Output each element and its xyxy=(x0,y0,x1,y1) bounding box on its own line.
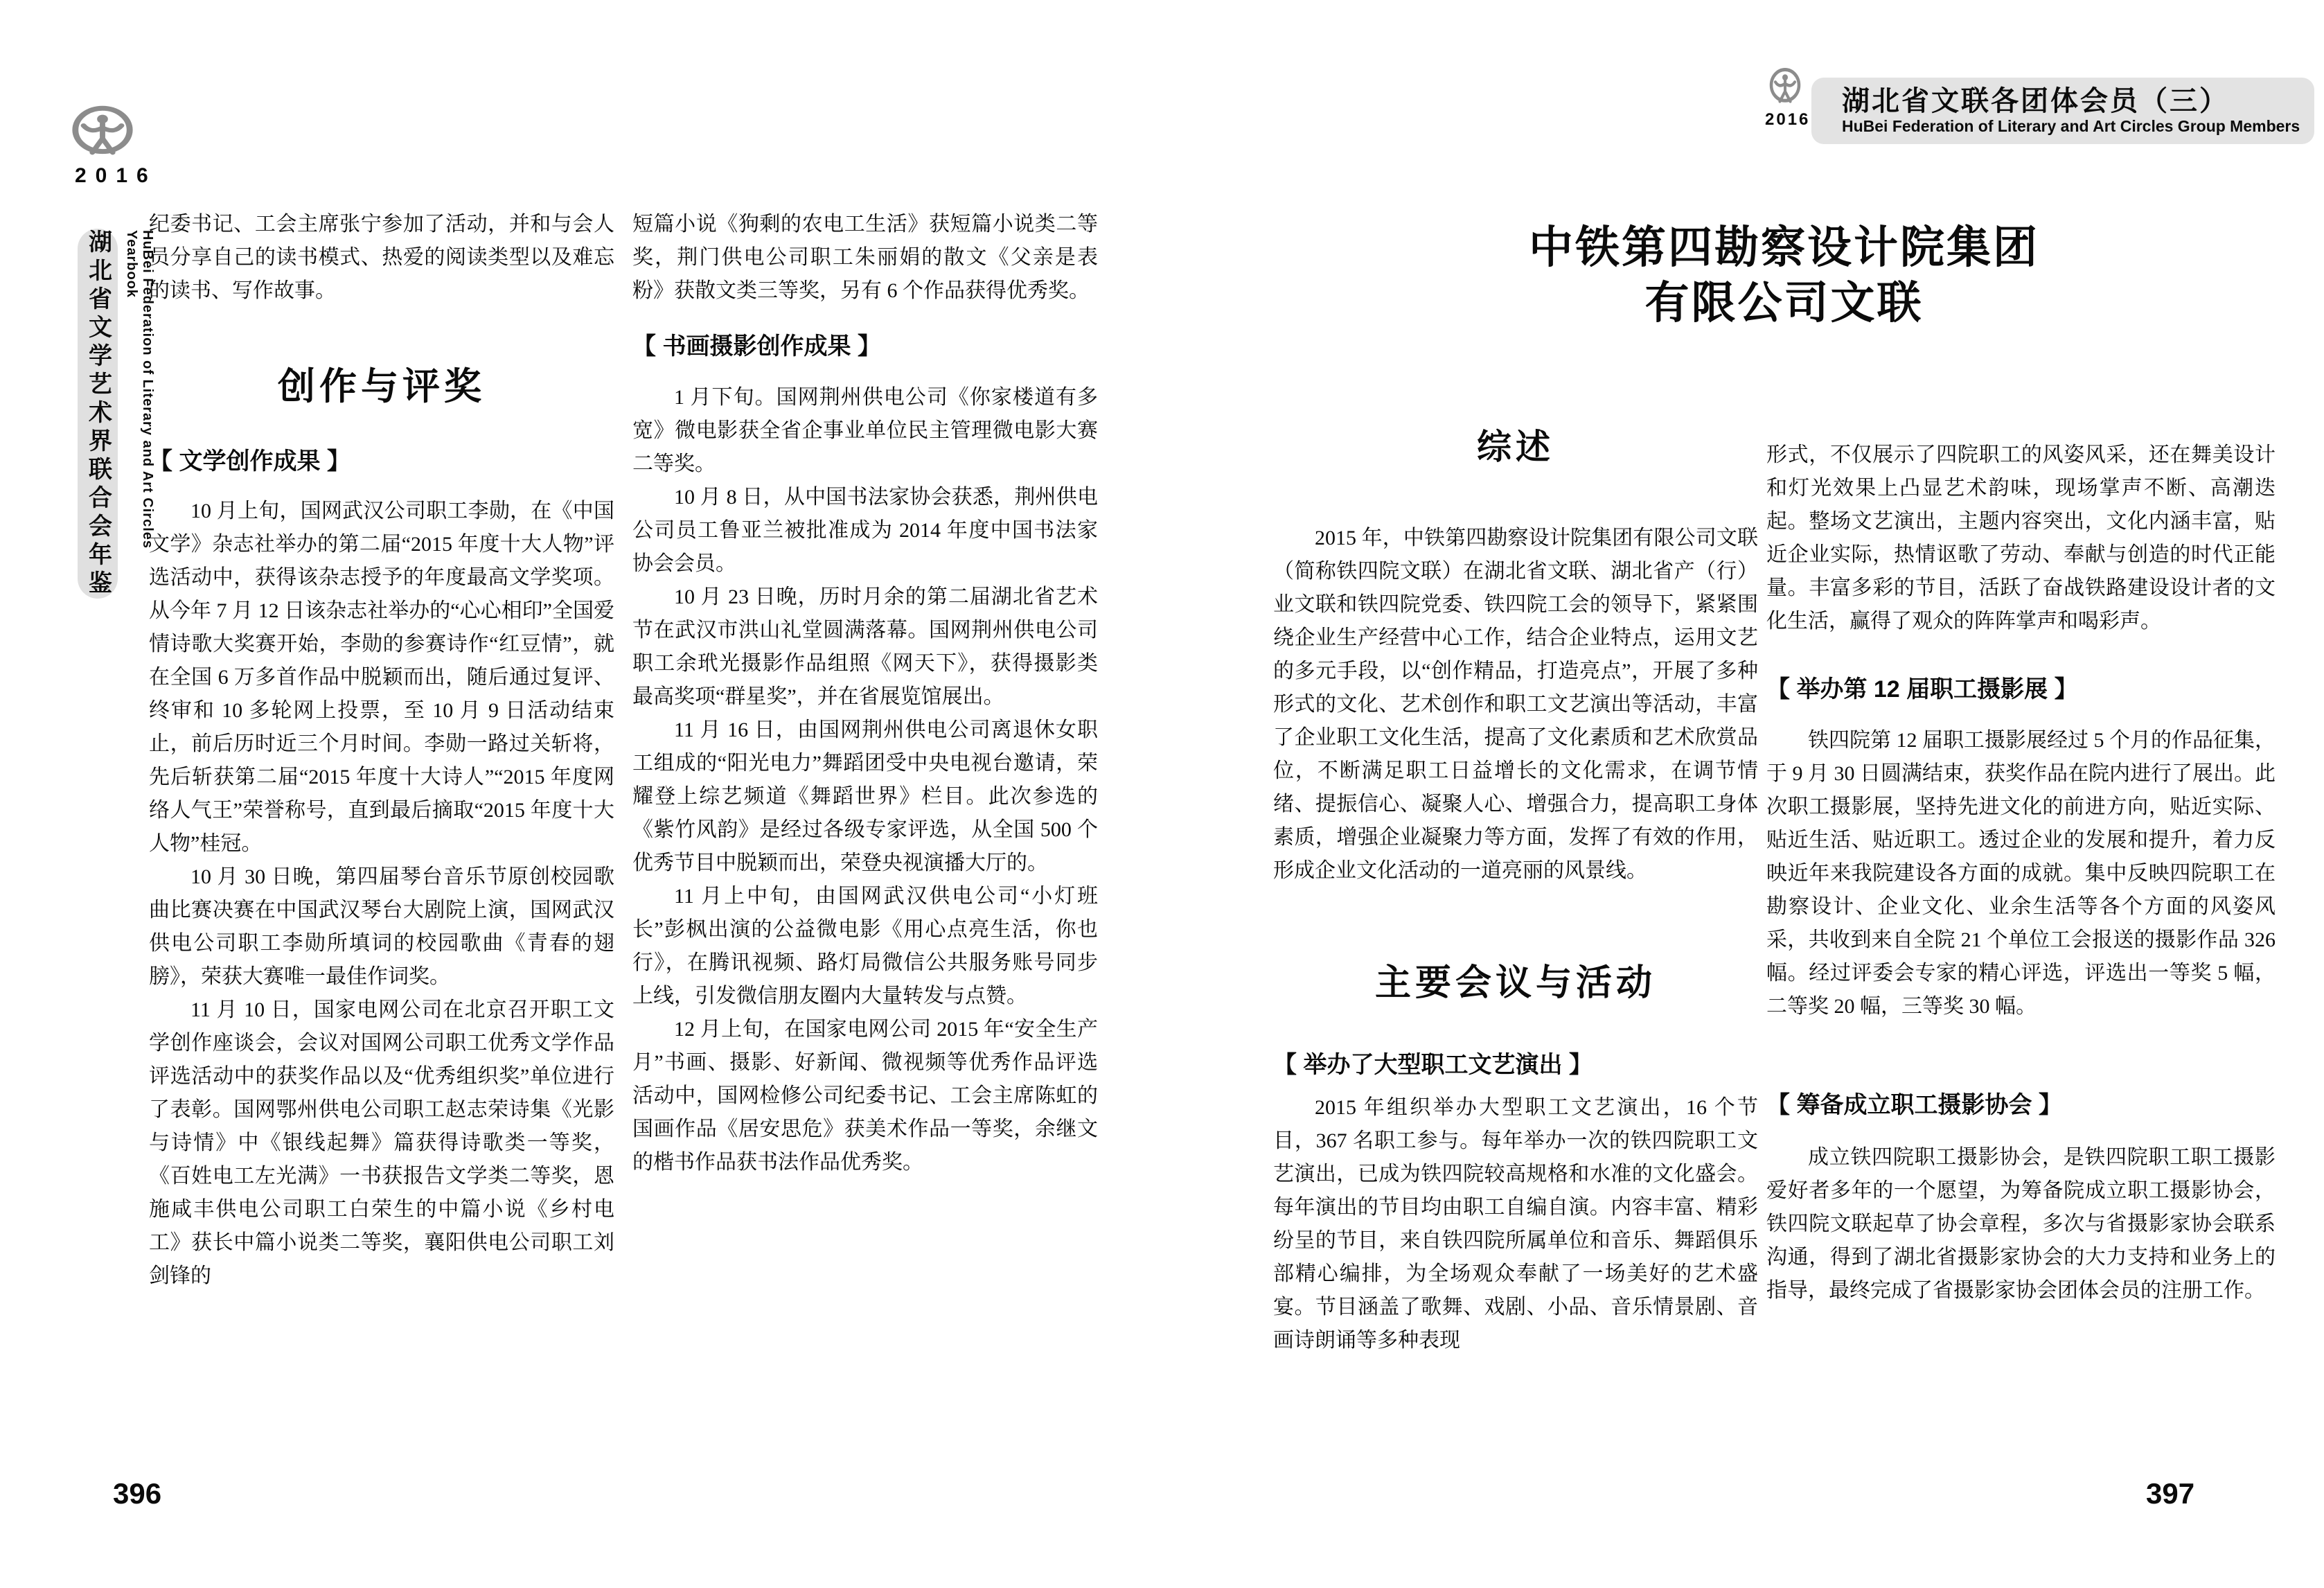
yearbook-title-en: HuBei Federation of Literary and Art Circles Yearbook xyxy=(124,230,155,549)
federation-logo-icon xyxy=(69,149,136,161)
section-heading-creation-awards: 创作与评奖 xyxy=(278,366,486,407)
yearbook-year: 2016 xyxy=(75,164,157,187)
section-heading-meetings-activities: 主要会议与活动 xyxy=(1374,963,1656,1003)
body-paragraph: 纪委书记、工会主席张宁参加了活动，并和与会人员分享自己的读书模式、热爱的阅读类型以及难忘的读书、写作故事。 xyxy=(149,213,614,302)
right-page-column-2 xyxy=(1766,439,2276,1307)
page-number-left: 396 xyxy=(113,1477,162,1510)
section-heading-overview: 综述 xyxy=(1477,427,1554,466)
body-paragraph: 10 月上旬，国网武汉公司职工李勋，在《中国文学》杂志社举办的第二届“2015 年度十大人物”评选活动中，获得该杂志授予的年度最高文学奖项。从今年 7 月 12 日该杂志社举办的“心心相印”全国爱情诗歌大奖赛开始，李勋的参赛诗作“红豆情”，就在全国 6 万多首作品中脱颖而出，随后通过复评、终审和 10 多轮网上投票，至 10 月 9 日活动结束止，前后历时近三个月时间。李勋一路过关斩将，先后斩获第二届“2015 年度十大诗人”“2015 年度网络人气王”荣誉称号，直到最后摘取“2015 年度十大人物”桂冠。 xyxy=(149,500,614,855)
body-paragraph: 1 月下旬。国网荆州供电公司《你家楼道有多宽》微电影获全省企事业单位民主管理微电影大赛二等奖。 xyxy=(632,386,1098,475)
body-paragraph: 成立铁四院职工摄影协会，是铁四院职工职工摄影爱好者多年的一个愿望，为筹备院成立职工摄影协会，铁四院文联起草了协会章程，多次与省摄影家协会联系沟通，得到了湖北省摄影家协会的大力支持和业务上的指导，最终完成了省摄影家协会团体会员的注册工作。 xyxy=(1766,1146,2276,1302)
body-paragraph: 2015 年，中铁第四勘察设计院集团有限公司文联（简称铁四院文联）在湖北省文联、湖北省产（行）业文联和铁四院党委、铁四院工会的领导下，紧紧围绕企业生产经营中心工作，结合企业特点，运用文艺的多元手段，以“创作精品，打造亮点”，开展了多种形式的文化、艺术创作和职工文艺演出等活动，丰富了企业职工文化生活，提高了文化素质和艺术欣赏品位，不断满足职工日益增长的文化需求，在调节情绪、提振信心、凝聚人心、增强合力，提高职工身体素质，增强企业凝聚力等方面，发挥了有效的作用，形成企业文化活动的一道亮丽的风景线。 xyxy=(1273,527,1758,882)
subsection-literary-achievements: 【 文学创作成果 】 xyxy=(149,448,351,475)
body-paragraph: 11 月上中旬，由国网武汉供电公司“小灯班长”彭枫出演的公益微电影《用心点亮生活，你也行》，在腾讯视频、路灯局微信公共服务账号同步上线，引发微信朋友圈内大量转发与点赞。 xyxy=(632,885,1098,1007)
section-title-en: HuBei Federation of Literary and Art Circles Group Members xyxy=(1842,117,2300,135)
body-paragraph: 形式，不仅展示了四院职工的风姿风采，还在舞美设计和灯光效果上凸显艺术韵味，现场掌声不断、高潮迭起。整场文艺演出，主题内容突出，文化内涵丰富，贴近企业实际，热情讴歌了劳动、奉献与创造的时代正能量。丰富多彩的节目，活跃了奋战铁路建设设计者的文化生活，赢得了观众的阵阵掌声和喝彩声。 xyxy=(1766,443,2276,633)
header-year: 2016 xyxy=(1765,110,1811,129)
yearbook-logo-block xyxy=(68,104,157,188)
left-page-column-2 xyxy=(632,208,1098,1179)
article-title-line1: 中铁第四勘察设计院集团 xyxy=(1529,223,2039,272)
header-logo-block xyxy=(1765,67,1811,130)
left-page-column-1 xyxy=(149,208,614,1293)
body-paragraph: 2015 年组织举办大型职工文艺演出，16 个节目，367 名职工参与。每年举办一次的铁四院职工文艺演出，已成为铁四院较高规格和水准的文化盛会。每年演出的节目均由职工自编自演。内容丰富、精彩纷呈的节目，来自铁四院所属单位和音乐、舞蹈俱乐部精心编排，为全场观众奉献了一场美好的艺术盛宴。节目涵盖了歌舞、戏剧、小品、音乐情景剧、音画诗朗诵等多种表现 xyxy=(1273,1096,1758,1352)
body-paragraph: 12 月上旬，在国家电网公司 2015 年“安全生产月”书画、摄影、好新闻、微视频等优秀作品评选活动中，国网检修公司纪委书记、工会主席陈虹的国画作品《居安思危》获美术作品一等奖，余继文的楷书作品获书法作品优秀奖。 xyxy=(632,1018,1098,1174)
yearbook-title-vertical-pill xyxy=(78,229,118,599)
body-paragraph: 10 月 30 日晚，第四届琴台音乐节原创校园歌曲比赛决赛在中国武汉琴台大剧院上演，国网武汉供电公司职工李勋所填词的校园歌曲《青春的翅膀》，荣获大赛唯一最佳作词奖。 xyxy=(149,865,614,988)
body-paragraph: 短篇小说《狗剩的农电工生活》获短篇小说类二等奖，荆门供电公司职工朱丽娟的散文《父亲是表粉》获散文类三等奖，另有 6 个作品获得优秀奖。 xyxy=(632,213,1098,302)
body-paragraph: 11 月 10 日，国家电网公司在北京召开职工文学创作座谈会，会议对国网公司职工优秀文学作品评选活动中的获奖作品以及“优秀组织奖”单位进行了表彰。国网鄂州供电公司职工赵志荣诗集《光影与诗情》中《银线起舞》篇获得诗歌类一等奖，《百姓电工左光满》一书获报告文学类二等奖，恩施咸丰供电公司职工白荣生的中篇小说《乡村电工》获长中篇小说类二等奖，襄阳供电公司职工刘剑锋的 xyxy=(149,998,614,1287)
article-title-line2: 有限公司文联 xyxy=(1644,279,1924,328)
subsection-art-photography-achievements: 【 书画摄影创作成果 】 xyxy=(632,333,881,360)
section-title-zh: 湖北省文联各团体会员（三） xyxy=(1842,86,2229,116)
body-paragraph: 铁四院第 12 届职工摄影展经过 5 个月的作品征集，于 9 月 30 日圆满结束，获奖作品在院内进行了展出。此次职工摄影展，坚持先进文化的前进方向，贴近实际、贴近生活、贴近职工。透过企业的发展和提升，着力反映近年来我院建设各方面的成就。集中反映四院职工在勘察设计、企业文化、业余生活等各个方面的风姿风采，共收到来自全院 21 个单位工会报送的摄影作品 326 幅。经过评委会专家的精心评选，评选出一等奖 5 幅，二等奖 20 幅，三等奖 30 幅。 xyxy=(1766,729,2276,1018)
body-paragraph: 11 月 16 日，由国网荆州供电公司离退休女职工组成的“阳光电力”舞蹈团受中央电视台邀请，荣耀登上综艺频道《舞蹈世界》栏目。此次参选的《紫竹风韵》是经过各级专家评选，从全国 500 个优秀节目中脱颖而出，荣登央视演播大厅的。 xyxy=(632,718,1098,874)
body-paragraph: 10 月 8 日，从中国书法家协会获悉，荆州供电公司员工鲁亚兰被批准成为 2014 年度中国书法家协会会员。 xyxy=(632,486,1098,575)
subsection-photography-association: 【 筹备成立职工摄影协会 】 xyxy=(1766,1092,2062,1118)
subsection-staff-art-performance: 【 举办了大型职工文艺演出 】 xyxy=(1273,1052,1593,1078)
right-page-column-1 xyxy=(1273,426,1758,1357)
body-paragraph: 10 月 23 日晚，历时月余的第二届湖北省艺术节在武汉市洪山礼堂圆满落幕。国网荆州供电公司职工余玳光摄影作品组照《网天下》，获得摄影类最高奖项“群星奖”，并在省展览馆展出。 xyxy=(632,585,1098,708)
article-title xyxy=(1273,220,2295,331)
subsection-12th-photo-exhibition: 【 举办第 12 届职工摄影展 】 xyxy=(1766,676,2078,703)
section-header-band xyxy=(1811,78,2314,144)
page-number-right: 397 xyxy=(2146,1477,2195,1510)
yearbook-title-zh: 湖北省文学艺术界联合会年鉴 xyxy=(85,229,111,599)
federation-logo-icon xyxy=(1768,96,1802,108)
